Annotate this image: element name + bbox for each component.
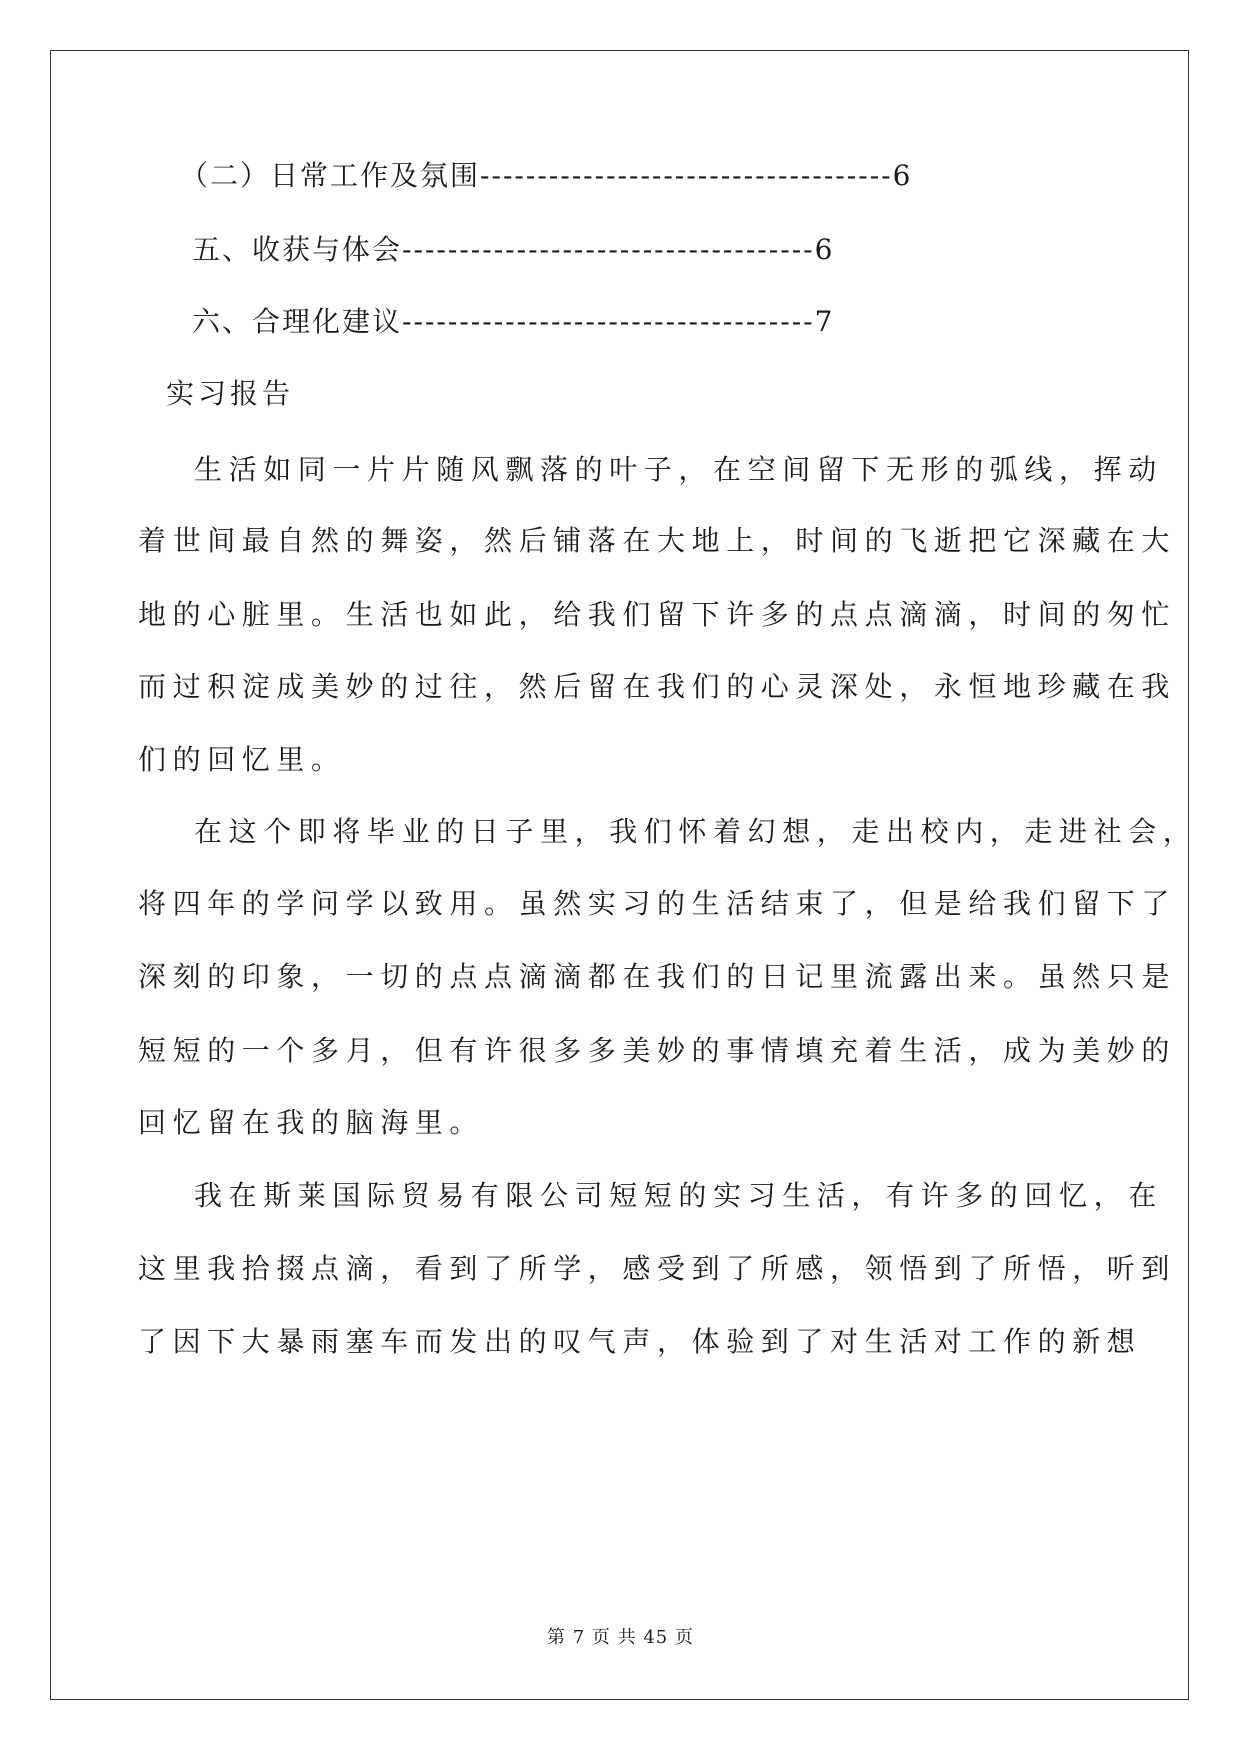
- paragraph-3-line: 我在斯莱国际贸易有限公司短短的实习生活，有许多的回忆，在: [194, 1179, 1163, 1212]
- toc-entry-gains: [192, 228, 834, 268]
- page-number-footer: 第 7 页 共 45 页: [547, 1627, 694, 1648]
- toc-entry-title: （二）日常工作及氛围: [180, 159, 481, 192]
- paragraph-1-line: 生活如同一片片随风飘落的叶子，在空间留下无形的弧线，挥动: [194, 453, 1163, 486]
- toc-page-number: 6: [814, 233, 835, 266]
- toc-page-number: 6: [892, 159, 913, 192]
- toc-leader: ------------------------------------: [402, 305, 815, 338]
- page-border: [50, 50, 1189, 1700]
- paragraph-2-line: 将四年的学问学以致用。虽然实习的生活结束了，但是给我们留下了: [138, 887, 1177, 920]
- toc-leader: ------------------------------------: [402, 233, 815, 266]
- paragraph-1-line: 着世间最自然的舞姿，然后铺落在大地上，时间的飞逝把它深藏在大: [138, 524, 1177, 557]
- toc-page-number: 7: [814, 305, 835, 338]
- toc-entry-daily-work: [180, 154, 912, 194]
- toc-entry-suggestions: [192, 300, 834, 340]
- toc-entry-title: 六、合理化建议: [192, 305, 403, 338]
- paragraph-2-line: 在这个即将毕业的日子里，我们怀着幻想，走出校内，走进社会，: [194, 815, 1198, 848]
- paragraph-2-line: 回忆留在我的脑海里。: [138, 1106, 485, 1139]
- paragraph-1-line: 们的回忆里。: [138, 743, 346, 776]
- paragraph-2-line: 深刻的印象，一切的点点滴滴都在我们的日记里流露出来。虽然只是: [138, 960, 1177, 993]
- paragraph-2-line: 短短的一个多月，但有许很多多美妙的事情填充着生活，成为美妙的: [138, 1034, 1177, 1067]
- report-title: 实习报告: [166, 377, 295, 410]
- toc-entry-title: 五、收获与体会: [192, 233, 403, 266]
- paragraph-3-line: 这里我拾掇点滴，看到了所学，感受到了所感，领悟到了所悟，听到: [138, 1252, 1177, 1285]
- paragraph-3-line: 了因下大暴雨塞车而发出的叹气声，体验到了对生活对工作的新想: [138, 1325, 1142, 1358]
- toc-leader: ------------------------------------: [480, 159, 893, 192]
- paragraph-1-line: 而过积淀成美妙的过往，然后留在我们的心灵深处，永恒地珍藏在我: [138, 670, 1177, 703]
- paragraph-1-line: 地的心脏里。生活也如此，给我们留下许多的点点滴滴，时间的匆忙: [138, 598, 1177, 631]
